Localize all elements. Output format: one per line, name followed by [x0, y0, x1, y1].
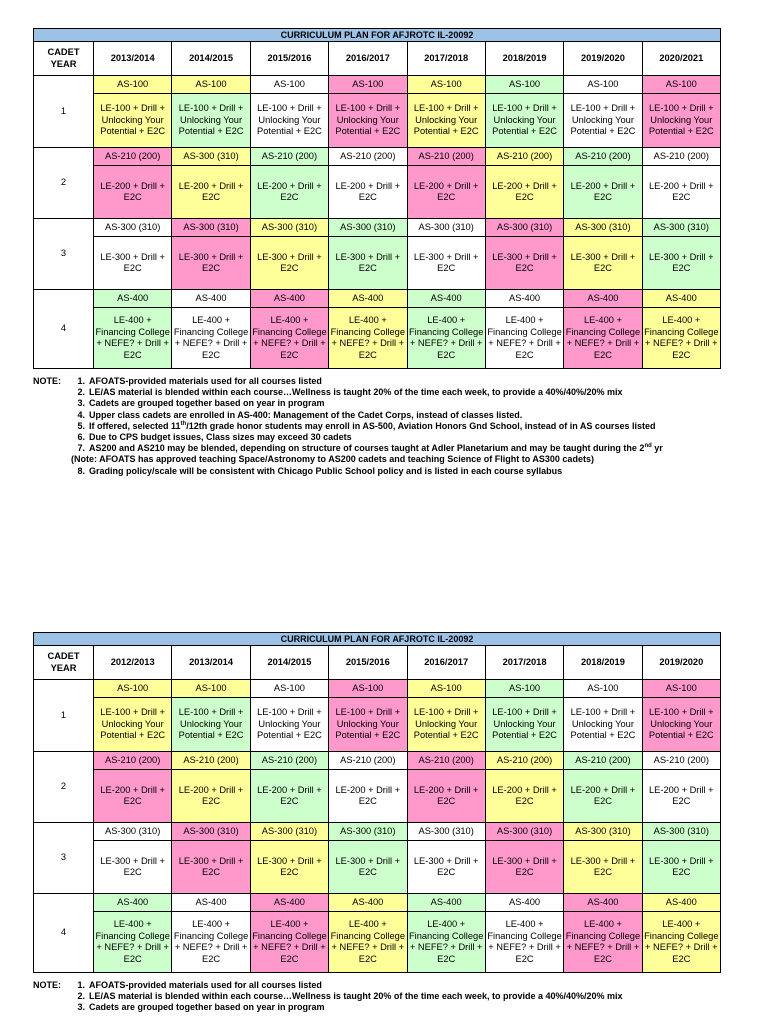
le-course-cell: LE-400 + Financing College + NEFE? + Drill + E2C	[407, 912, 485, 973]
as-course-cell: AS-400	[485, 290, 563, 308]
as-course-cell: AS-300 (310)	[407, 219, 485, 237]
as-course-cell: AS-100	[172, 680, 250, 698]
le-course-row	[34, 912, 721, 973]
note-number: 7.	[77, 443, 85, 454]
le-course-cell: LE-400 + Financing College + NEFE? + Drill + E2C	[250, 308, 328, 369]
cadet-year-cell: 4	[34, 894, 94, 973]
as-course-row	[34, 823, 721, 841]
note-text: AFOATS-provided materials used for all courses listed	[89, 980, 322, 990]
le-course-cell: LE-100 + Drill + Unlocking Your Potential + E2C	[407, 698, 485, 752]
as-course-cell: AS-300 (310)	[485, 823, 563, 841]
le-course-cell: LE-100 + Drill + Unlocking Your Potential + E2C	[250, 698, 328, 752]
as-course-cell: AS-100	[94, 680, 172, 698]
note-text: Cadets are grouped together based on year in program	[89, 398, 325, 409]
as-course-cell: AS-100	[564, 76, 642, 94]
as-course-cell: AS-300 (310)	[250, 219, 328, 237]
as-course-cell: AS-100	[642, 680, 720, 698]
note-number: 2.	[77, 991, 85, 1002]
le-course-cell: LE-100 + Drill + Unlocking Your Potential + E2C	[94, 94, 172, 148]
curriculum-plan-section-1	[33, 28, 721, 477]
note-text-part: /12th grade honor students may enroll in AS-500, Aviation Honors Gnd School, instead of in AS courses listed	[186, 420, 656, 431]
note-item	[33, 991, 721, 1002]
le-course-cell: LE-400 + Financing College + NEFE? + Drill + E2C	[564, 912, 642, 973]
le-course-cell: LE-300 + Drill + E2C	[485, 841, 563, 894]
le-course-cell: LE-300 + Drill + E2C	[250, 841, 328, 894]
title-row	[34, 633, 721, 646]
note-item	[33, 398, 721, 409]
le-course-row	[34, 94, 721, 148]
as-course-cell: AS-210 (200)	[564, 148, 642, 166]
le-course-cell: LE-400 + Financing College + NEFE? + Drill + E2C	[172, 912, 250, 973]
le-course-cell: LE-200 + Drill + E2C	[329, 770, 407, 823]
as-course-cell: AS-300 (310)	[250, 823, 328, 841]
as-course-cell: AS-210 (200)	[407, 752, 485, 770]
le-course-cell: LE-400 + Financing College + NEFE? + Drill + E2C	[407, 308, 485, 369]
as-course-cell: AS-210 (200)	[642, 752, 720, 770]
curriculum-table	[33, 632, 721, 973]
as-course-cell: AS-400	[94, 894, 172, 912]
as-course-row	[34, 680, 721, 698]
le-course-cell: LE-400 + Financing College + NEFE? + Drill + E2C	[642, 912, 720, 973]
le-course-cell: LE-400 + Financing College + NEFE? + Drill + E2C	[642, 308, 720, 369]
le-course-cell: LE-100 + Drill + Unlocking Your Potential + E2C	[250, 94, 328, 148]
note-label	[33, 466, 75, 477]
school-year-header: 2018/2019	[485, 42, 563, 76]
note-item	[33, 454, 721, 465]
as-course-cell: AS-100	[407, 76, 485, 94]
as-course-row	[34, 148, 721, 166]
le-course-cell: LE-300 + Drill + E2C	[485, 237, 563, 290]
as-course-cell: AS-210 (200)	[94, 148, 172, 166]
as-course-cell: AS-100	[485, 680, 563, 698]
le-course-cell: LE-200 + Drill + E2C	[172, 770, 250, 823]
as-course-cell: AS-300 (310)	[564, 219, 642, 237]
le-course-cell: LE-300 + Drill + E2C	[250, 237, 328, 290]
as-course-cell: AS-400	[642, 894, 720, 912]
as-course-cell: AS-300 (310)	[94, 823, 172, 841]
note-text: LE/AS material is blended within each course…Wellness is taught 20% of the time each week, to provide a 40%/40%/20% mix	[89, 991, 623, 1002]
le-course-row	[34, 770, 721, 823]
le-course-cell: LE-100 + Drill + Unlocking Your Potential + E2C	[329, 94, 407, 148]
as-course-row	[34, 752, 721, 770]
le-course-cell: LE-300 + Drill + E2C	[564, 237, 642, 290]
as-course-cell: AS-400	[250, 894, 328, 912]
as-course-cell: AS-100	[329, 680, 407, 698]
as-course-cell: AS-210 (200)	[642, 148, 720, 166]
le-course-cell: LE-200 + Drill + E2C	[329, 166, 407, 219]
note-label	[33, 398, 75, 409]
note-item	[33, 421, 721, 432]
as-course-cell: AS-400	[564, 894, 642, 912]
as-course-cell: AS-210 (200)	[329, 752, 407, 770]
as-course-cell: AS-100	[642, 76, 720, 94]
as-course-cell: AS-210 (200)	[407, 148, 485, 166]
note-number: 2.	[77, 387, 85, 398]
le-course-cell: LE-100 + Drill + Unlocking Your Potential + E2C	[564, 698, 642, 752]
le-course-cell: LE-300 + Drill + E2C	[329, 237, 407, 290]
le-course-cell: LE-400 + Financing College + NEFE? + Drill + E2C	[329, 912, 407, 973]
school-year-header: 2015/2016	[329, 646, 407, 680]
note-item	[33, 466, 721, 477]
le-course-cell: LE-100 + Drill + Unlocking Your Potential + E2C	[564, 94, 642, 148]
note-number: 5.	[77, 420, 85, 431]
as-course-cell: AS-210 (200)	[485, 148, 563, 166]
le-course-cell: LE-200 + Drill + E2C	[485, 770, 563, 823]
as-course-row	[34, 894, 721, 912]
le-course-cell: LE-300 + Drill + E2C	[564, 841, 642, 894]
as-course-cell: AS-100	[407, 680, 485, 698]
as-course-cell: AS-400	[642, 290, 720, 308]
le-course-cell: LE-200 + Drill + E2C	[250, 770, 328, 823]
as-course-cell: AS-300 (310)	[485, 219, 563, 237]
le-course-cell: LE-300 + Drill + E2C	[172, 841, 250, 894]
as-course-cell: AS-400	[407, 894, 485, 912]
le-course-cell: LE-200 + Drill + E2C	[94, 166, 172, 219]
note-text: AFOATS-provided materials used for all courses listed	[89, 376, 322, 386]
le-course-cell: LE-300 + Drill + E2C	[407, 237, 485, 290]
note-label	[33, 443, 75, 454]
curriculum-table	[33, 28, 721, 369]
as-course-cell: AS-400	[564, 290, 642, 308]
note-label	[33, 387, 75, 398]
note-text-part: AS200 and AS210 may be blended, depending on structure of courses taught at Adler Planetarium and may be taught during the 2	[89, 443, 645, 454]
as-course-cell: AS-300 (310)	[172, 823, 250, 841]
title-row	[34, 29, 721, 42]
as-course-cell: AS-210 (200)	[94, 752, 172, 770]
as-course-cell: AS-210 (200)	[250, 752, 328, 770]
as-course-cell: AS-100	[94, 76, 172, 94]
le-course-cell: LE-200 + Drill + E2C	[94, 770, 172, 823]
school-year-header: 2018/2019	[564, 646, 642, 680]
note-text: Grading policy/scale will be consistent with Chicago Public School policy and is listed in each course syllabus	[89, 465, 563, 476]
note-text: Cadets are grouped together based on year in program	[89, 1002, 325, 1013]
as-course-cell: AS-400	[407, 290, 485, 308]
table-body	[34, 633, 721, 973]
as-course-row	[34, 219, 721, 237]
le-course-cell: LE-200 + Drill + E2C	[250, 166, 328, 219]
le-course-row	[34, 166, 721, 219]
note-text: (Note: AFOATS has approved teaching Space/Astronomy to AS200 cadets and teaching Science of Flight to AS300 cadets)	[71, 454, 594, 465]
le-course-cell: LE-100 + Drill + Unlocking Your Potential + E2C	[485, 698, 563, 752]
as-course-cell: AS-400	[172, 290, 250, 308]
as-course-cell: AS-210 (200)	[485, 752, 563, 770]
table-title: CURRICULUM PLAN FOR AFJROTC IL-20092	[34, 633, 721, 646]
cadet-year-header: CADET YEAR	[34, 646, 94, 680]
le-course-row	[34, 841, 721, 894]
school-year-header: 2013/2014	[172, 646, 250, 680]
cadet-year-cell: 2	[34, 752, 94, 823]
le-course-cell: LE-200 + Drill + E2C	[172, 166, 250, 219]
le-course-cell: LE-100 + Drill + Unlocking Your Potential + E2C	[94, 698, 172, 752]
curriculum-plan-section-2	[33, 632, 721, 1014]
le-course-row	[34, 308, 721, 369]
notes-block	[33, 376, 721, 477]
as-course-cell: AS-300 (310)	[642, 823, 720, 841]
cadet-year-header: CADET YEAR	[34, 42, 94, 76]
note-label	[33, 432, 75, 443]
as-course-cell: AS-400	[172, 894, 250, 912]
le-course-cell: LE-100 + Drill + Unlocking Your Potential + E2C	[642, 94, 720, 148]
le-course-cell: LE-100 + Drill + Unlocking Your Potential + E2C	[407, 94, 485, 148]
school-year-header: 2017/2018	[407, 42, 485, 76]
note-item	[33, 443, 721, 454]
le-course-cell: LE-400 + Financing College + NEFE? + Drill + E2C	[564, 308, 642, 369]
le-course-cell: LE-300 + Drill + E2C	[94, 237, 172, 290]
as-course-cell: AS-100	[485, 76, 563, 94]
note-number: 1.	[77, 980, 85, 990]
as-course-cell: AS-100	[172, 76, 250, 94]
notes-block	[33, 980, 721, 1014]
note-label	[33, 454, 71, 465]
note-text	[89, 421, 655, 432]
as-course-cell: AS-300 (310)	[564, 823, 642, 841]
school-year-header: 2019/2020	[642, 646, 720, 680]
note-text-part: yr	[651, 443, 663, 454]
note-text	[89, 443, 663, 454]
school-year-header: 2016/2017	[407, 646, 485, 680]
header-row	[34, 646, 721, 680]
table-title: CURRICULUM PLAN FOR AFJROTC IL-20092	[34, 29, 721, 42]
as-course-cell: AS-400	[250, 290, 328, 308]
note-number: 8.	[77, 465, 85, 476]
school-year-header: 2017/2018	[485, 646, 563, 680]
note-item	[33, 410, 721, 421]
as-course-cell: AS-400	[485, 894, 563, 912]
note-item	[33, 387, 721, 398]
cadet-year-cell: 1	[34, 76, 94, 148]
le-course-row	[34, 237, 721, 290]
as-course-cell: AS-300 (310)	[642, 219, 720, 237]
le-course-cell: LE-400 + Financing College + NEFE? + Drill + E2C	[250, 912, 328, 973]
le-course-cell: LE-400 + Financing College + NEFE? + Drill + E2C	[485, 912, 563, 973]
school-year-header: 2019/2020	[564, 42, 642, 76]
note-number: 1.	[77, 376, 85, 386]
le-course-cell: LE-100 + Drill + Unlocking Your Potential + E2C	[329, 698, 407, 752]
as-course-cell: AS-210 (200)	[172, 752, 250, 770]
note-number: 3.	[77, 398, 85, 409]
school-year-header: 2020/2021	[642, 42, 720, 76]
note-number: 4.	[77, 409, 85, 420]
le-course-cell: LE-300 + Drill + E2C	[642, 841, 720, 894]
note-text: LE/AS material is blended within each course…Wellness is taught 20% of the time each week, to provide a 40%/40%/20% mix	[89, 387, 623, 398]
note-label	[33, 1002, 75, 1013]
le-course-cell: LE-100 + Drill + Unlocking Your Potential + E2C	[172, 698, 250, 752]
note-superscript: th	[180, 420, 187, 427]
le-course-cell: LE-400 + Financing College + NEFE? + Drill + E2C	[172, 308, 250, 369]
le-course-cell: LE-300 + Drill + E2C	[329, 841, 407, 894]
note-text: Upper class cadets are enrolled in AS-400: Management of the Cadet Corps, instead of classes listed.	[89, 409, 523, 420]
as-course-cell: AS-100	[250, 76, 328, 94]
as-course-cell: AS-100	[250, 680, 328, 698]
note-label	[33, 991, 75, 1002]
le-course-cell: LE-400 + Financing College + NEFE? + Drill + E2C	[94, 912, 172, 973]
note-number: 3.	[77, 1002, 85, 1013]
le-course-cell: LE-300 + Drill + E2C	[407, 841, 485, 894]
le-course-cell: LE-400 + Financing College + NEFE? + Drill + E2C	[485, 308, 563, 369]
as-course-cell: AS-300 (310)	[407, 823, 485, 841]
note-item	[33, 432, 721, 443]
as-course-cell: AS-210 (200)	[564, 752, 642, 770]
le-course-cell: LE-100 + Drill + Unlocking Your Potential + E2C	[172, 94, 250, 148]
le-course-cell: LE-100 + Drill + Unlocking Your Potential + E2C	[485, 94, 563, 148]
le-course-cell: LE-200 + Drill + E2C	[642, 166, 720, 219]
header-row	[34, 42, 721, 76]
as-course-cell: AS-100	[564, 680, 642, 698]
note-item	[33, 980, 721, 991]
table-body	[34, 29, 721, 369]
as-course-cell: AS-300 (310)	[329, 219, 407, 237]
le-course-cell: LE-200 + Drill + E2C	[407, 770, 485, 823]
note-item	[33, 1002, 721, 1013]
note-item	[33, 376, 721, 387]
note-label	[33, 410, 75, 421]
as-course-cell: AS-400	[94, 290, 172, 308]
le-course-cell: LE-200 + Drill + E2C	[564, 770, 642, 823]
as-course-cell: AS-400	[329, 290, 407, 308]
school-year-header: 2016/2017	[329, 42, 407, 76]
cadet-year-cell: 2	[34, 148, 94, 219]
le-course-cell: LE-100 + Drill + Unlocking Your Potential + E2C	[642, 698, 720, 752]
school-year-header: 2012/2013	[94, 646, 172, 680]
cadet-year-cell: 1	[34, 680, 94, 752]
note-label: NOTE:	[33, 376, 61, 386]
as-course-cell: AS-300 (310)	[329, 823, 407, 841]
le-course-cell: LE-400 + Financing College + NEFE? + Drill + E2C	[94, 308, 172, 369]
note-label: NOTE:	[33, 980, 61, 990]
le-course-cell: LE-300 + Drill + E2C	[642, 237, 720, 290]
le-course-cell: LE-200 + Drill + E2C	[485, 166, 563, 219]
le-course-cell: LE-400 + Financing College + NEFE? + Drill + E2C	[329, 308, 407, 369]
le-course-cell: LE-200 + Drill + E2C	[642, 770, 720, 823]
as-course-row	[34, 76, 721, 94]
as-course-cell: AS-210 (200)	[250, 148, 328, 166]
as-course-cell: AS-300 (310)	[94, 219, 172, 237]
school-year-header: 2013/2014	[94, 42, 172, 76]
school-year-header: 2014/2015	[172, 42, 250, 76]
cadet-year-cell: 4	[34, 290, 94, 369]
as-course-cell: AS-400	[329, 894, 407, 912]
le-course-cell: LE-200 + Drill + E2C	[407, 166, 485, 219]
le-course-cell: LE-300 + Drill + E2C	[94, 841, 172, 894]
as-course-cell: AS-100	[329, 76, 407, 94]
as-course-row	[34, 290, 721, 308]
le-course-row	[34, 698, 721, 752]
le-course-cell: LE-200 + Drill + E2C	[564, 166, 642, 219]
school-year-header: 2014/2015	[250, 646, 328, 680]
le-course-cell: LE-300 + Drill + E2C	[172, 237, 250, 290]
as-course-cell: AS-300 (310)	[172, 219, 250, 237]
note-number: 6.	[77, 432, 85, 443]
cadet-year-cell: 3	[34, 823, 94, 894]
note-text: Due to CPS budget issues, Class sizes may exceed 30 cadets	[89, 432, 352, 443]
as-course-cell: AS-300 (310)	[172, 148, 250, 166]
note-label	[33, 421, 75, 432]
cadet-year-cell: 3	[34, 219, 94, 290]
note-text-part: If offered, selected 11	[89, 420, 181, 431]
as-course-cell: AS-210 (200)	[329, 148, 407, 166]
school-year-header: 2015/2016	[250, 42, 328, 76]
note-superscript: nd	[644, 443, 652, 450]
